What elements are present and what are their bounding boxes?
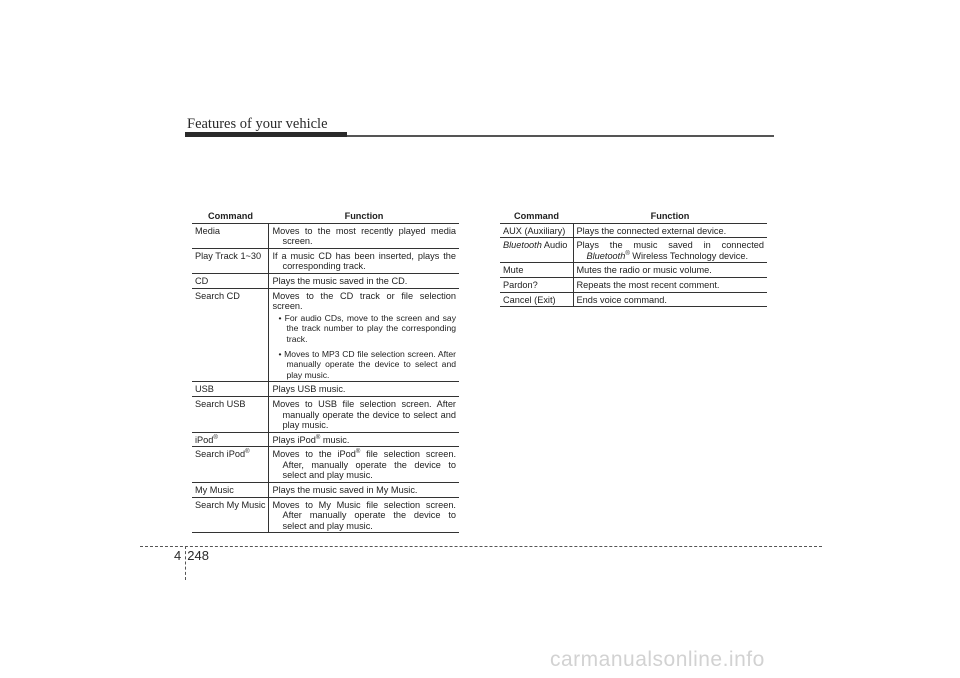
bullet-item: • For audio CDs, move to the screen and say the track number to play the corresponding track. (278, 312, 456, 344)
header-rule-thick (185, 132, 347, 137)
table-row (192, 223, 459, 248)
function-cell (269, 396, 459, 432)
command-cell: Media (192, 223, 269, 248)
registered-mark: ® (245, 449, 250, 456)
table-header-row (500, 209, 767, 223)
function-cell (573, 238, 767, 263)
registered-mark: ® (355, 449, 361, 456)
function-cell (269, 447, 459, 483)
function-cell: Plays the music saved in My Music. (269, 483, 459, 498)
function-cell: Ends voice command. (573, 292, 767, 307)
command-cell: Search My Music (192, 497, 269, 533)
function-text-cont (577, 251, 765, 262)
registered-mark: ® (213, 434, 218, 441)
command-cell: Search USB (192, 396, 269, 432)
column-header-command: Command (192, 209, 269, 223)
command-cell: Play Track 1~30 (192, 248, 269, 273)
table-row (192, 432, 459, 447)
page-number (174, 548, 209, 563)
function-text: Moves to USB file selection screen. After manually operate the device to select and play music. (272, 398, 456, 431)
function-text: music. (320, 434, 350, 445)
function-cell (269, 432, 459, 447)
column-header-function: Function (269, 209, 459, 223)
command-cell: CD (192, 273, 269, 288)
table-row (500, 263, 767, 278)
command-text: iPod (195, 434, 214, 445)
page-header-title: Features of your vehicle (187, 116, 328, 132)
function-text: Plays iPod (272, 434, 316, 445)
command-cell: Mute (500, 263, 573, 278)
function-cell (269, 248, 459, 273)
table-header-row (192, 209, 459, 223)
function-text: Moves to the most recently played media screen. (272, 225, 456, 247)
page-number-value: 248 (187, 548, 209, 563)
function-text: Moves to the CD track or file selection screen. (272, 290, 456, 312)
section-number: 4 (174, 548, 182, 563)
function-cell: Plays USB music. (269, 382, 459, 397)
function-text-rest: Wireless Technology device. (629, 250, 749, 261)
function-cell: Plays the connected external device. (573, 223, 767, 238)
bullet-item: • Moves to MP3 CD file selection screen. After manually operate the device to select and play music. (278, 348, 456, 380)
table-row (500, 277, 767, 292)
table-row (192, 396, 459, 432)
function-cell: Plays the music saved in the CD. (269, 273, 459, 288)
command-cell: Pardon? (500, 277, 573, 292)
function-cell (269, 497, 459, 533)
header-rule-thin (347, 135, 774, 137)
command-cell (192, 432, 269, 447)
command-cell: My Music (192, 483, 269, 498)
watermark: carmanualsonline.info (550, 648, 765, 671)
function-text: Plays the music saved in connected (576, 240, 764, 251)
command-text: Audio (541, 240, 568, 251)
table-row (192, 248, 459, 273)
function-text-pre: Moves to the iPod (272, 449, 356, 460)
registered-mark: ® (315, 434, 321, 441)
command-cell (500, 238, 573, 263)
table-row (192, 497, 459, 533)
command-cell: USB (192, 382, 269, 397)
column-header-command: Command (500, 209, 573, 223)
footer-dashed-rule (140, 546, 822, 547)
voice-command-table-left (192, 209, 459, 533)
table-row (192, 273, 459, 288)
command-text-italic: Bluetooth (503, 240, 542, 251)
command-cell (192, 447, 269, 483)
function-text-post: file selection screen. After, manually operate the device to select and play music. (282, 449, 457, 481)
command-cell: Cancel (Exit) (500, 292, 573, 307)
table-row (192, 288, 459, 382)
function-cell (269, 288, 459, 382)
voice-command-table-right (500, 209, 767, 307)
registered-mark: ® (625, 250, 630, 257)
command-cell: AUX (Auxiliary) (500, 223, 573, 238)
function-text (272, 449, 456, 481)
table-row (500, 238, 767, 263)
command-cell: Search CD (192, 288, 269, 382)
table-row (192, 483, 459, 498)
function-text: If a music CD has been inserted, plays the corresponding track. (272, 250, 456, 272)
table-row (500, 292, 767, 307)
function-text-italic: Bluetooth (586, 250, 626, 261)
column-header-function: Function (573, 209, 767, 223)
function-cell: Mutes the radio or music volume. (573, 263, 767, 278)
function-cell (269, 223, 459, 248)
command-text: Search iPod (195, 449, 246, 460)
table-row (500, 223, 767, 238)
table-row (192, 382, 459, 397)
function-cell: Repeats the most recent comment. (573, 277, 767, 292)
table-row (192, 447, 459, 483)
function-text: Moves to My Music file selection screen. After manually operate the device to select and play music. (272, 499, 456, 531)
